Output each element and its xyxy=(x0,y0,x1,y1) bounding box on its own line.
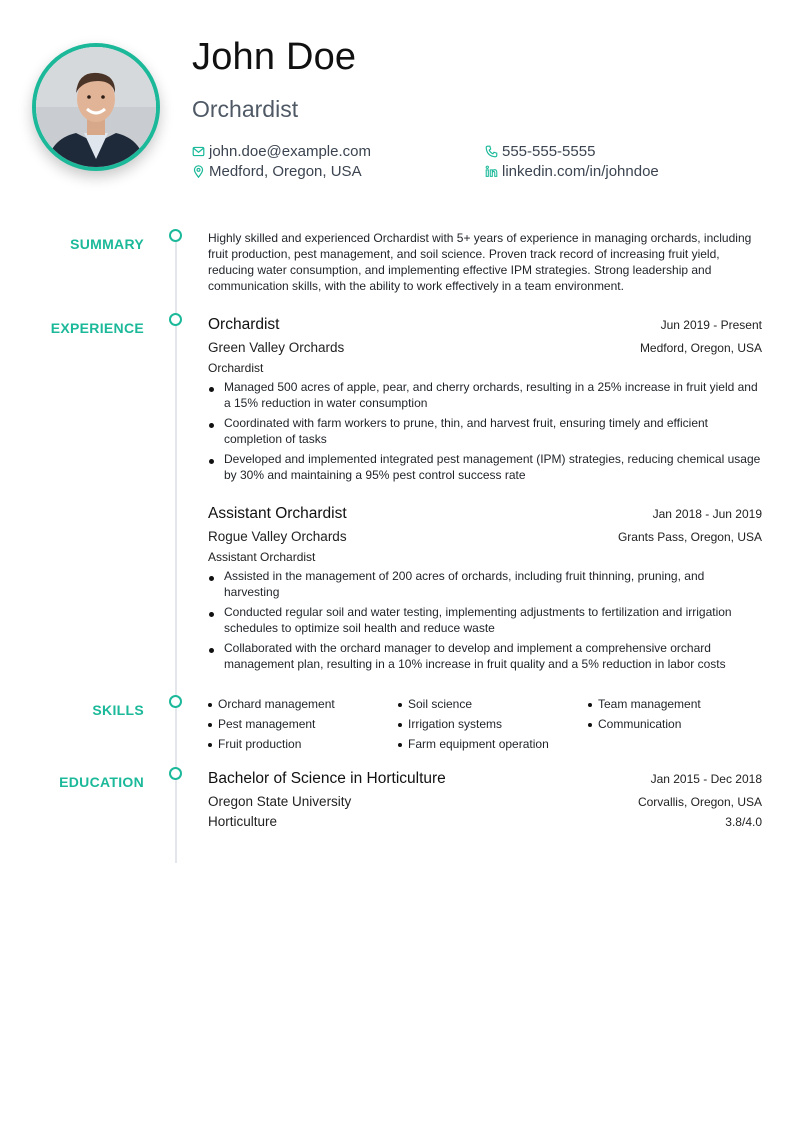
skill-item: Orchard management xyxy=(208,696,398,712)
job-title: Orchardist xyxy=(208,316,280,333)
skill-item: Irrigation systems xyxy=(398,716,588,732)
school-location: Corvallis, Oregon, USA xyxy=(637,795,762,809)
contact-email[interactable] xyxy=(192,143,371,160)
bullet-item: Conducted regular soil and water testing, implementing adjustments to fertilization and irrigation schedules to optimize soil health and reduce waste xyxy=(208,604,762,636)
job-location: Grants Pass, Oregon, USA xyxy=(617,530,762,544)
linkedin-text: linkedin.com/in/johndoe xyxy=(502,163,659,180)
section-label-experience: EXPERIENCE xyxy=(50,320,144,336)
job-role: Assistant Orchardist xyxy=(208,550,316,564)
job-location: Medford, Oregon, USA xyxy=(639,341,762,355)
degree: Bachelor of Science in Horticulture xyxy=(208,770,446,787)
phone-icon xyxy=(485,145,498,158)
email-text: john.doe@example.com xyxy=(209,143,371,160)
skills-list xyxy=(208,696,762,752)
skill-item: Fruit production xyxy=(208,736,398,752)
bullet-item: Developed and implemented integrated pest management (IPM) strategies, reducing chemical usage by 30% and maintaining a 95% pest control success rate xyxy=(208,451,762,483)
resume-header xyxy=(0,0,794,200)
profile-photo xyxy=(32,43,160,171)
contact-phone[interactable] xyxy=(485,143,595,160)
section-label-skills: SKILLS xyxy=(92,702,144,718)
candidate-name: John Doe xyxy=(192,36,357,78)
candidate-title: Orchardist xyxy=(192,96,299,122)
bullet-item: Collaborated with the orchard manager to develop and implement a comprehensive orchard management plan, resulting in a 10% increase in fruit quality and a 5% reduction in labor costs xyxy=(208,640,762,672)
location-text: Medford, Oregon, USA xyxy=(209,163,362,180)
skill-item: Communication xyxy=(588,716,762,732)
job-bullets xyxy=(208,568,762,672)
school-name: Oregon State University xyxy=(208,794,352,809)
job-title: Assistant Orchardist xyxy=(208,505,347,522)
map-pin-icon xyxy=(192,165,205,178)
summary-text: Highly skilled and experienced Orchardist with 5+ years of experience in managing orchards, including fruit production, pest management, and soil science. Proven track record of increasing fruit yield, reducing water consumption, and implementing effective IPM strategies. Strong leadership and communication skills, with the ability to work effectively in a team environment. xyxy=(208,231,752,293)
person-portrait-icon xyxy=(36,47,156,167)
field-of-study: Horticulture xyxy=(208,814,278,829)
timeline-dot-summary xyxy=(169,229,182,242)
skill-item: Soil science xyxy=(398,696,588,712)
company-name: Rogue Valley Orchards xyxy=(208,529,347,544)
section-label-education: EDUCATION xyxy=(59,774,144,790)
job-bullets xyxy=(208,379,762,483)
bullet-item: Assisted in the management of 200 acres of orchards, including fruit thinning, pruning, and harvesting xyxy=(208,568,762,600)
section-label-summary: SUMMARY xyxy=(70,236,144,252)
bullet-item: Coordinated with farm workers to prune, thin, and harvest fruit, ensuring timely and efficient completion of tasks xyxy=(208,415,762,447)
company-name: Green Valley Orchards xyxy=(208,340,345,355)
education-dates: Jan 2015 - Dec 2018 xyxy=(650,772,762,786)
experience-entry xyxy=(208,505,762,676)
timeline-dot-education xyxy=(169,767,182,780)
skill-item: Team management xyxy=(588,696,762,712)
linkedin-icon xyxy=(485,165,498,178)
gpa: 3.8/4.0 xyxy=(725,815,762,829)
education-entry xyxy=(208,770,762,829)
skill-item: Pest management xyxy=(208,716,398,732)
job-dates: Jan 2018 - Jun 2019 xyxy=(652,507,762,521)
mail-icon xyxy=(192,145,205,158)
job-dates: Jun 2019 - Present xyxy=(660,318,762,332)
skill-item: Farm equipment operation xyxy=(398,736,588,752)
bullet-item: Managed 500 acres of apple, pear, and cherry orchards, resulting in a 25% increase in fruit yield and a 15% reduction in water consumption xyxy=(208,379,762,411)
experience-entry xyxy=(208,316,762,487)
contact-location xyxy=(192,163,362,180)
contact-linkedin[interactable] xyxy=(485,163,659,180)
job-role: Orchardist xyxy=(208,361,264,375)
phone-text: 555-555-5555 xyxy=(502,143,596,160)
timeline-dot-experience xyxy=(169,313,182,326)
timeline-dot-skills xyxy=(169,695,182,708)
